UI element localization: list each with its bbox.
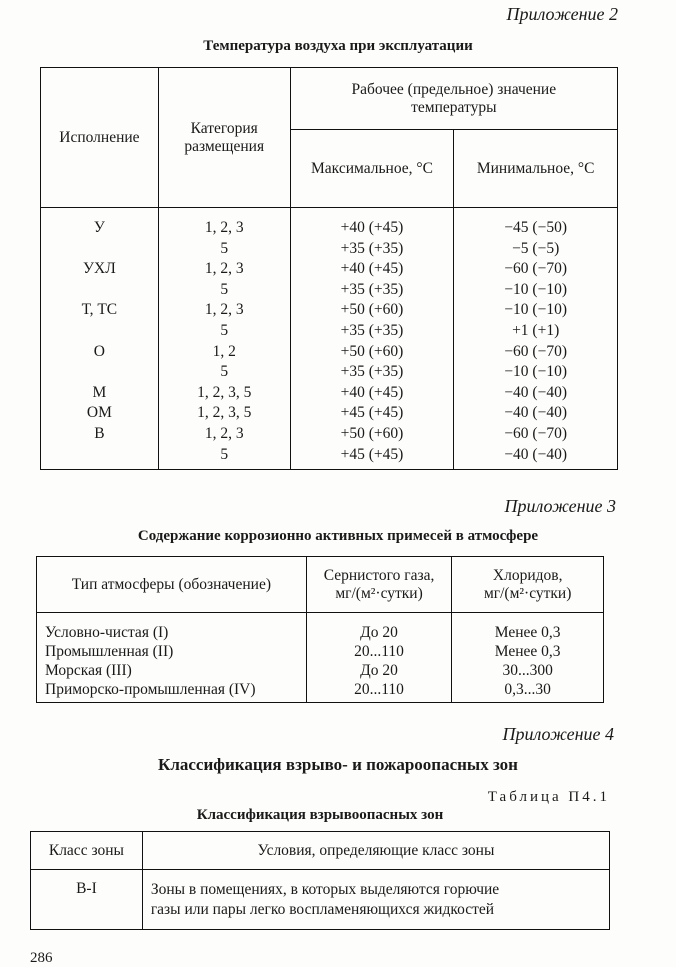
cell-max: +40 (+45) [340, 383, 404, 401]
col-ispolnenie [41, 218, 158, 465]
cell-cat: 5 [220, 445, 229, 463]
table-title: Классификация взрывоопасных зон [196, 807, 444, 823]
cell-isp: В [94, 424, 105, 442]
cell-cl: Менее 0,3 [494, 643, 561, 660]
cell-isp: М [92, 383, 107, 401]
cell-min: −10 (−10) [504, 280, 567, 298]
cell-so2: До 20 [360, 624, 398, 641]
cell-zone-class: В-I [31, 870, 143, 930]
corrosion-table [36, 556, 604, 703]
cell-max: +40 (+45) [340, 219, 404, 236]
cell-cat: 1, 2, 3 [204, 260, 244, 278]
col-max [291, 218, 454, 465]
cell-isp: УХЛ [83, 260, 116, 278]
appendix-4-title: Классификация взрыво- и пожароопасных зон [158, 755, 518, 774]
appendix-3-title: Содержание коррозионно активных примесей в атмосфере [137, 528, 539, 544]
page-number: 286 [30, 950, 53, 966]
cell-min: −45 (−50) [504, 219, 567, 236]
header-chlorides [452, 557, 604, 613]
cell-max: +35 (+35) [340, 363, 404, 381]
header-conditions: Условия, определяющие класс зоны [142, 832, 609, 870]
cell-isp: ОМ [86, 404, 112, 422]
header-min-temp: Минимальное, °С [454, 130, 618, 208]
header-chlorides-line1: Хлоридов, [492, 566, 563, 584]
cell-so2: 20...110 [354, 681, 404, 698]
header-sulfur-gas-line1: Сернистого газа, [323, 566, 435, 584]
cell-conditions-line2: газы или пары легко воспламеняющихся жидкостей [150, 900, 495, 918]
appendix-2-title: Температура воздуха при эксплуатации [203, 38, 473, 54]
cell-cl: 30...300 [502, 662, 553, 679]
cell-cat: 1, 2, 3, 5 [197, 404, 252, 422]
col-category [159, 218, 290, 465]
header-atmosphere-type: Тип атмосферы (обозначение) [37, 557, 307, 613]
cell-min: −40 (−40) [504, 404, 567, 422]
cell-isp [41, 445, 158, 466]
cell-conditions-line1: Зоны в помещениях, в которых выделяются горючие [150, 880, 500, 898]
hazard-zone-table [30, 831, 610, 930]
cell-min: −60 (−70) [504, 424, 567, 442]
cell-isp: Т, ТС [81, 301, 118, 319]
cell-max: +45 (+45) [340, 404, 404, 422]
header-category: Категория размещения [158, 68, 290, 208]
cell-type: Промышленная (II) [45, 643, 174, 660]
cell-type: Морская (III) [45, 662, 132, 679]
cell-max: +45 (+45) [340, 445, 404, 463]
cell-isp [41, 321, 158, 342]
cell-isp [41, 239, 158, 260]
header-ispolnenie: Исполнение [41, 68, 159, 208]
cell-max: +35 (+35) [340, 321, 404, 339]
cell-min: −10 (−10) [504, 301, 567, 319]
cell-min: −40 (−40) [504, 445, 567, 463]
cell-cat: 1, 2, 3 [204, 219, 244, 236]
cell-cat: 1, 2, 3, 5 [197, 383, 252, 401]
header-sulfur-gas [306, 557, 452, 613]
header-zone-class: Класс зоны [31, 832, 143, 870]
col-atmosphere-type [45, 623, 306, 699]
col-min [454, 218, 617, 465]
cell-max: +50 (+60) [340, 301, 404, 319]
cell-isp [41, 362, 158, 383]
cell-type: Приморско-промышленная (IV) [45, 681, 256, 698]
cell-cat: 1, 2 [212, 342, 236, 360]
cell-max: +50 (+60) [340, 424, 404, 442]
header-max-temp: Максимальное, °С [290, 130, 454, 208]
cell-so2: До 20 [360, 662, 398, 679]
cell-max: +35 (+35) [340, 280, 404, 298]
header-sulfur-gas-line2: мг/(м²·сутки) [335, 584, 423, 602]
appendix-4-label: Приложение 4 [502, 724, 614, 744]
appendix-2-label: Приложение 2 [506, 4, 618, 24]
cell-cat: 5 [220, 280, 229, 298]
header-working-temperature: Рабочее (предельное) значение температуры [290, 68, 617, 130]
cell-cl: Менее 0,3 [494, 624, 561, 641]
cell-cat: 1, 2, 3 [204, 301, 244, 319]
col-sulfur-gas [307, 623, 452, 699]
appendix-3-label: Приложение 3 [504, 496, 616, 516]
cell-type: Условно-чистая (I) [45, 624, 169, 641]
cell-min: +1 (+1) [512, 321, 560, 339]
temperature-table [40, 67, 618, 470]
cell-conditions [142, 870, 609, 930]
cell-cat: 5 [220, 321, 229, 339]
cell-isp: У [93, 219, 105, 236]
cell-isp: О [93, 342, 105, 360]
cell-max: +35 (+35) [340, 239, 404, 257]
cell-max: +40 (+45) [340, 260, 404, 278]
cell-min: −60 (−70) [504, 342, 567, 360]
cell-isp [41, 280, 158, 301]
cell-cl: 0,3...30 [504, 681, 551, 698]
cell-min: −10 (−10) [504, 363, 567, 381]
cell-min: −60 (−70) [504, 260, 567, 278]
cell-min: −5 (−5) [512, 239, 560, 257]
cell-so2: 20...110 [354, 643, 404, 660]
cell-cat: 1, 2, 3 [204, 424, 244, 442]
cell-cat: 5 [220, 363, 229, 381]
table-label: Таблица П4.1 [487, 789, 610, 805]
header-chlorides-line2: мг/(м²·сутки) [483, 584, 572, 602]
col-chlorides [452, 623, 603, 699]
cell-cat: 5 [220, 239, 229, 257]
cell-max: +50 (+60) [340, 342, 404, 360]
cell-min: −40 (−40) [504, 383, 567, 401]
